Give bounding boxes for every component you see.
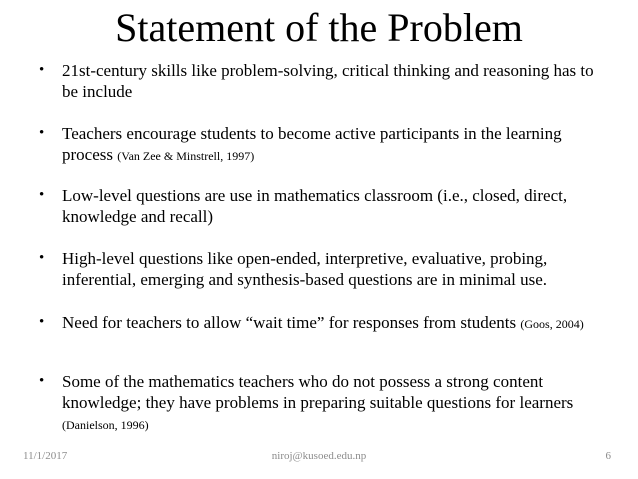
bullet-citation: (Goos, 2004) <box>520 317 584 331</box>
footer-date: 11/1/2017 <box>23 450 68 462</box>
footer-email: niroj@kusoed.edu.np <box>271 450 367 462</box>
bullet-dot: • <box>39 187 45 203</box>
bullet-text: High-level questions like open-ended, interpretive, evaluative, probing, inferential, emerging and synthesis-based questions are in minimal use. <box>62 249 548 289</box>
bullet-dot: • <box>39 250 45 266</box>
bullet-dot: • <box>39 125 45 141</box>
bullet-dot: • <box>39 314 45 330</box>
bullet-text: Teachers encourage students to become active participants in the learning process <box>62 124 562 164</box>
bullet-text: 21st-century skills like problem-solving, critical thinking and reasoning has to be include <box>62 61 594 101</box>
slide-title: Statement of the Problem <box>115 5 523 50</box>
bullet-citation: (Van Zee & Minstrell, 1997) <box>117 149 255 163</box>
bullet-dot: • <box>39 373 45 389</box>
bullet-dot: • <box>39 62 45 78</box>
bullet-text: Low-level questions are use in mathematics classroom (i.e., closed, direct, knowledge and recall) <box>62 186 568 226</box>
bullet-text: Need for teachers to allow “wait time” for responses from students <box>62 313 517 332</box>
bullet-text: Some of the mathematics teachers who do not possess a strong content knowledge; they have problems in preparing suitable questions for learners <box>62 372 574 412</box>
bullet-citation: (Danielson, 1996) <box>62 418 149 432</box>
footer-page-number: 6 <box>605 450 611 462</box>
